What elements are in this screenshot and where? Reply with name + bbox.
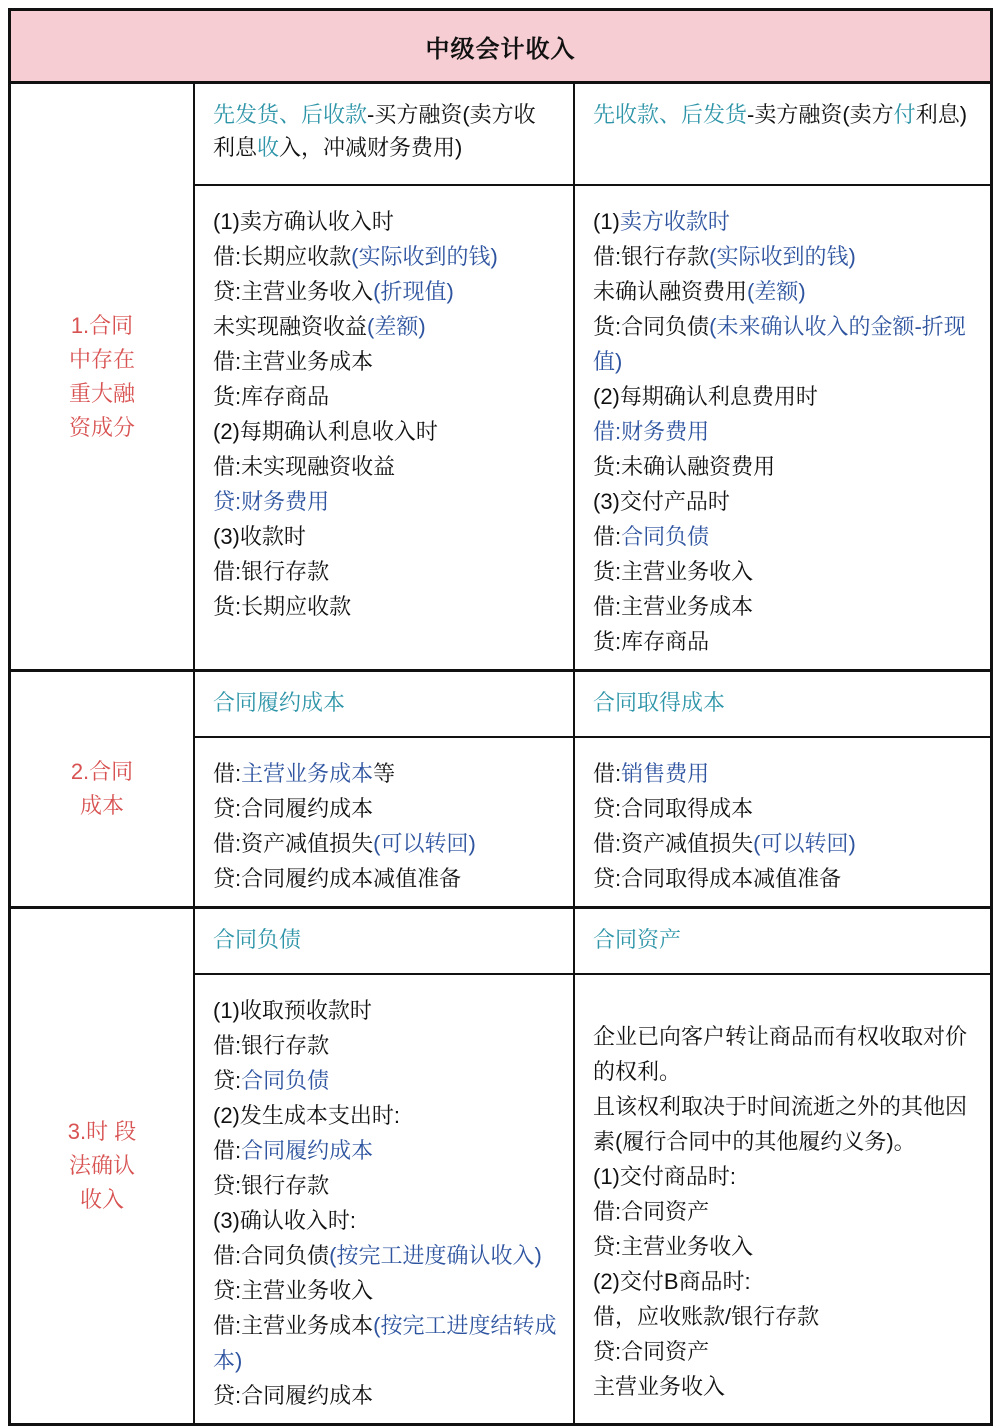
text-segment-entry: 贷:合同取得成本减值准备 (593, 866, 842, 891)
text-segment-entry: (按完工进度确认收入) (329, 1243, 542, 1268)
column-body-cost-2 (575, 738, 990, 906)
text-segment-header: 利息) (915, 102, 968, 127)
section-label-line: 1.合同 (70, 312, 134, 338)
section-financing (11, 84, 990, 669)
entry-line (593, 1089, 976, 1159)
text-segment-entry: 借: (593, 761, 622, 786)
section-label-line: 3.时 段 (67, 1119, 137, 1144)
entry-line (213, 1378, 559, 1413)
entry-line (593, 554, 976, 589)
table-sections (11, 84, 990, 1423)
text-segment-entry: (1)收取预收款时 (213, 998, 372, 1023)
entry-line (213, 589, 559, 624)
entry-line (213, 1133, 559, 1168)
text-segment-header: 合同取得成本 (593, 690, 726, 715)
entry-line (593, 274, 976, 309)
entry-line (213, 1028, 559, 1063)
text-segment-entry: 借:长期应收款 (213, 244, 352, 269)
text-segment-entry: 合同负债 (241, 1068, 330, 1093)
entry-line (593, 204, 976, 239)
text-segment-entry: 未确认融资费用 (593, 279, 748, 304)
accounting-revenue-table (8, 8, 993, 1426)
section-label-line: 成本 (79, 793, 124, 818)
text-segment-entry: 企业已向客户转让商品而有权收取对价的权利。 (593, 1024, 968, 1084)
text-segment-entry: (未来确认收入的金额-折现值) (593, 314, 966, 374)
text-segment-entry: 货:库存商品 (593, 629, 710, 654)
entry-line (213, 554, 559, 589)
text-segment-entry: 贷:财务费用 (213, 489, 330, 514)
text-segment-entry: 借:合同负债 (213, 1243, 330, 1268)
section-label-time (11, 909, 195, 1423)
entry-line (593, 756, 976, 791)
text-segment-entry: 贷:合同取得成本 (593, 796, 754, 821)
text-segment-entry: 主营业务成本 (241, 761, 374, 786)
section-label-cost (11, 672, 195, 906)
text-segment-entry: 贷:合同履约成本 (213, 1383, 374, 1408)
text-segment-entry: 借: (593, 524, 622, 549)
section-cost (11, 669, 990, 906)
text-segment-entry: (2)发生成本支出时: (213, 1103, 401, 1128)
text-segment-header: 先收款、后发货 (593, 102, 748, 127)
column-body-cost-1 (195, 738, 575, 906)
section-label-line: 中存在 (68, 346, 135, 372)
entry-line (213, 1273, 559, 1308)
text-segment-entry: 销售费用 (621, 761, 710, 786)
text-segment-entry: 未实现融资收益 (213, 314, 368, 339)
text-segment-entry: 借:财务费用 (593, 419, 710, 444)
text-segment-entry: (3)交付产品时 (593, 489, 730, 514)
text-segment-entry: 借，应收账款/银行存款 (593, 1304, 820, 1329)
entry-line (213, 239, 559, 274)
column-body-financing-1 (195, 186, 575, 669)
text-segment-entry: (3)确认收入时: (213, 1208, 357, 1233)
column-body-financing-2 (575, 186, 990, 669)
entry-line (213, 1203, 559, 1238)
section-label-line: 重大融 (68, 380, 135, 406)
text-segment-entry: 借:资产减值损失 (213, 831, 374, 856)
text-segment-entry: (可以转回) (753, 831, 856, 856)
text-segment-header: 合同负债 (213, 927, 302, 952)
text-segment-entry: 借:合同资产 (593, 1199, 710, 1224)
entry-line (593, 861, 976, 896)
entry-line (593, 1334, 976, 1369)
entry-line (213, 1098, 559, 1133)
entry-line (213, 1063, 559, 1098)
entry-line (593, 589, 976, 624)
text-segment-entry: (可以转回) (373, 831, 476, 856)
entry-line (593, 1229, 976, 1264)
text-segment-entry: 货:合同负债 (593, 314, 710, 339)
entry-line (593, 1019, 976, 1089)
section-time (11, 906, 990, 1423)
text-segment-entry: (2)交付B商品时: (593, 1269, 751, 1294)
text-segment-entry: 借: (213, 761, 242, 786)
entry-line (213, 379, 559, 414)
entry-line (593, 1369, 976, 1404)
entry-line (213, 344, 559, 379)
text-segment-entry: 贷:主营业务收入 (213, 279, 374, 304)
text-segment-entry: (实际收到的钱) (709, 244, 856, 269)
text-segment-entry: 贷:主营业务收入 (213, 1278, 374, 1303)
entry-line (213, 204, 559, 239)
text-segment-entry: 贷: (213, 1068, 242, 1093)
entry-line (213, 791, 559, 826)
entry-line (213, 1168, 559, 1203)
text-segment-entry: 等 (373, 761, 396, 786)
entry-line (213, 519, 559, 554)
text-segment-entry: 借:银行存款 (213, 1033, 330, 1058)
column-header-financing-1 (195, 84, 575, 186)
text-segment-entry: (按完工进度结转成本) (213, 1313, 557, 1373)
entry-line (593, 826, 976, 861)
text-segment-entry: 贷:合同履约成本 (213, 796, 374, 821)
column-header-time-1 (195, 909, 575, 975)
entry-line (593, 484, 976, 519)
text-segment-entry: 主营业务收入 (593, 1374, 726, 1399)
text-segment-header: 合同资产 (593, 927, 682, 952)
text-segment-entry: 合同履约成本 (241, 1138, 374, 1163)
entry-line (593, 1194, 976, 1229)
text-segment-entry: (差额) (367, 314, 426, 339)
entry-line (593, 239, 976, 274)
entry-line (213, 449, 559, 484)
text-segment-entry: 借:银行存款 (593, 244, 710, 269)
text-segment-entry: (1) (593, 209, 620, 234)
text-segment-header: 合同履约成本 (213, 690, 346, 715)
text-segment-header: -买方融资(卖方收利息 (213, 102, 536, 160)
entry-line (213, 1238, 559, 1273)
section-label-financing (11, 84, 195, 669)
column-body-time-1 (195, 975, 575, 1423)
section-label-line: 资成分 (68, 414, 135, 440)
text-segment-entry: 货:未确认融资费用 (593, 454, 776, 479)
entry-line (213, 1308, 559, 1378)
entry-line (593, 309, 976, 379)
entry-line (593, 1159, 976, 1194)
text-segment-entry: (2)每期确认利息费用时 (593, 384, 818, 409)
entry-line (593, 1299, 976, 1334)
text-segment-entry: 借:主营业务成本 (213, 1313, 374, 1338)
text-segment-entry: (1)卖方确认收入时 (213, 209, 394, 234)
entry-line (213, 274, 559, 309)
entry-line (593, 379, 976, 414)
text-segment-entry: 贷:合同资产 (593, 1339, 710, 1364)
text-segment-entry: 贷:主营业务收入 (593, 1234, 754, 1259)
entry-line (593, 449, 976, 484)
entry-line (593, 791, 976, 826)
section-label-line: 2.合同 (70, 759, 134, 784)
entry-line (213, 756, 559, 791)
text-segment-entry: 合同负债 (621, 524, 710, 549)
section-label-line: 收入 (79, 1187, 124, 1212)
text-segment-entry: (实际收到的钱) (351, 244, 498, 269)
text-segment-header: 先发货、后收款 (213, 102, 368, 127)
table-title: 中级会计收入 (11, 11, 990, 84)
text-segment-entry: (2)每期确认利息收入时 (213, 419, 438, 444)
entry-line (213, 993, 559, 1028)
text-segment-entry: (1)交付商品时: (593, 1164, 737, 1189)
column-header-financing-2 (575, 84, 990, 186)
text-segment-entry: (差额) (747, 279, 806, 304)
entry-line (593, 624, 976, 659)
text-segment-entry: 贷:合同履约成本减值准备 (213, 866, 462, 891)
text-segment-entry: 借:主营业务成本 (593, 594, 754, 619)
entry-line (213, 861, 559, 896)
section-label-line: 法确认 (68, 1153, 135, 1178)
text-segment-entry: 货:主营业务收入 (593, 559, 754, 584)
column-header-cost-1 (195, 672, 575, 738)
text-segment-entry: 贷:银行存款 (213, 1173, 330, 1198)
text-segment-entry: 借:资产减值损失 (593, 831, 754, 856)
column-body-time-2 (575, 975, 990, 1423)
text-segment-header: -卖方融资(卖方 (747, 102, 894, 127)
text-segment-header: 付 (893, 102, 916, 127)
text-segment-header: 入，冲减财务费用) (279, 135, 463, 160)
entry-line (593, 519, 976, 554)
text-segment-header: 收 (257, 135, 280, 160)
entry-line (213, 414, 559, 449)
entry-line (593, 414, 976, 449)
column-header-cost-2 (575, 672, 990, 738)
text-segment-entry: 货:库存商品 (213, 384, 330, 409)
text-segment-entry: (3)收款时 (213, 524, 306, 549)
text-segment-entry: 卖方收款时 (619, 209, 730, 234)
text-segment-entry: 借: (213, 1138, 242, 1163)
text-segment-entry: (折现值) (373, 279, 454, 304)
entry-line (213, 484, 559, 519)
text-segment-entry: 借:未实现融资收益 (213, 454, 396, 479)
text-segment-entry: 借:银行存款 (213, 559, 330, 584)
entry-line (213, 826, 559, 861)
text-segment-entry: 借:主营业务成本 (213, 349, 374, 374)
entry-line (213, 309, 559, 344)
text-segment-entry: 且该权利取决于时间流逝之外的其他因素(履行合同中的其他履约义务)。 (593, 1094, 968, 1154)
column-header-time-2 (575, 909, 990, 975)
entry-line (593, 1264, 976, 1299)
text-segment-entry: 货:长期应收款 (213, 594, 352, 619)
